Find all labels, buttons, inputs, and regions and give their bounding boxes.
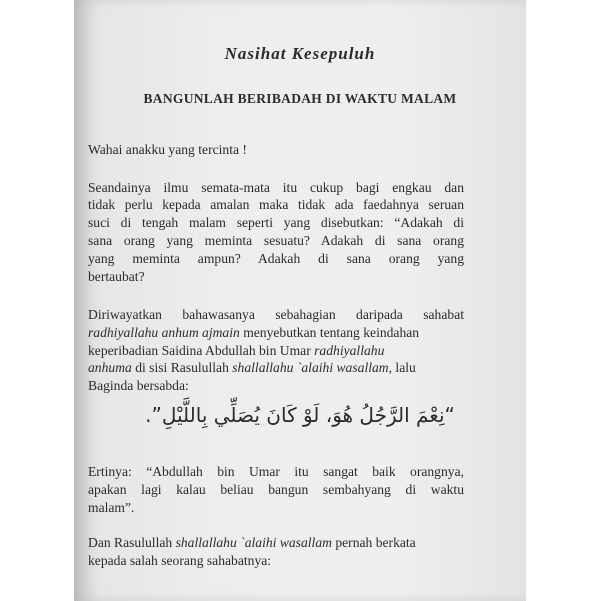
para4-line1-end: pernah berkata — [331, 535, 416, 550]
para2-line4 — [88, 360, 416, 376]
chapter-title: Nasihat Kesepuluh — [224, 44, 376, 63]
para1-line2: tidak perlu kepada amalan maka tidak ada faedahnya seruan — [88, 197, 464, 212]
para3-line3: malam”. — [88, 500, 135, 515]
para2-line2-rest: menyebutkan tentang keindahan — [239, 325, 420, 340]
para2-line4-italic2: shallallahu `alaihi wasallam, — [232, 360, 393, 375]
book-page — [74, 0, 526, 601]
para2-line2-italic: radhiyallahu anhum ajmain — [88, 325, 240, 340]
para2-line3 — [88, 343, 384, 359]
para2-line5: Baginda bersabda: — [88, 378, 189, 393]
greeting: Wahai anakku yang tercinta ! — [88, 142, 247, 157]
para2-line4-italic: anhuma — [88, 360, 132, 375]
para2-line2 — [88, 325, 419, 341]
para2-line3-start: keperibadian Saidina Abdullah bin Umar — [88, 343, 315, 358]
para2-line3-italic: radhiyallahu — [314, 343, 385, 358]
para1-line1: Seandainya ilmu semata-mata itu cukup bagi engkau dan — [88, 180, 464, 195]
para4-line1-start: Dan Rasulullah — [88, 535, 176, 550]
section-heading: BANGUNLAH BERIBADAH DI WAKTU MALAM — [143, 91, 457, 106]
para1-line4: sana orang yang meminta sesuatu? Adakah di sana orang — [88, 233, 464, 248]
para1-line5: yang meminta ampun? Adakah di sana orang yang — [88, 251, 464, 266]
para2-line1: Diriwayatkan bahawasanya sebahagian daripada sahabat — [88, 307, 464, 322]
para4-line1-italic: shallallahu `alaihi wasallam — [175, 535, 332, 550]
para4-line1 — [88, 535, 416, 551]
para2-line4-mid: di sisi Rasulullah — [131, 360, 233, 375]
para3-line2: apakan lagi kalau beliau bangun sembahyang di waktu — [88, 482, 464, 497]
arabic-hadith-quote: “نِعْمَ الرَّجُلُ هُوَ، لَوْ كَانَ يُصَلِّي بِاللَّيْلِ”. — [145, 403, 455, 427]
para1-line3: suci di tengah malam seperti yang disebutkan: “Adakah di — [88, 215, 464, 230]
para4-line2: kepada salah seorang sahabatnya: — [88, 553, 272, 568]
para3-line1: Ertinya: “Abdullah bin Umar itu sangat baik orangnya, — [88, 464, 464, 479]
para1-line6: bertaubat? — [88, 269, 145, 284]
para2-line4-end: lalu — [392, 360, 416, 375]
